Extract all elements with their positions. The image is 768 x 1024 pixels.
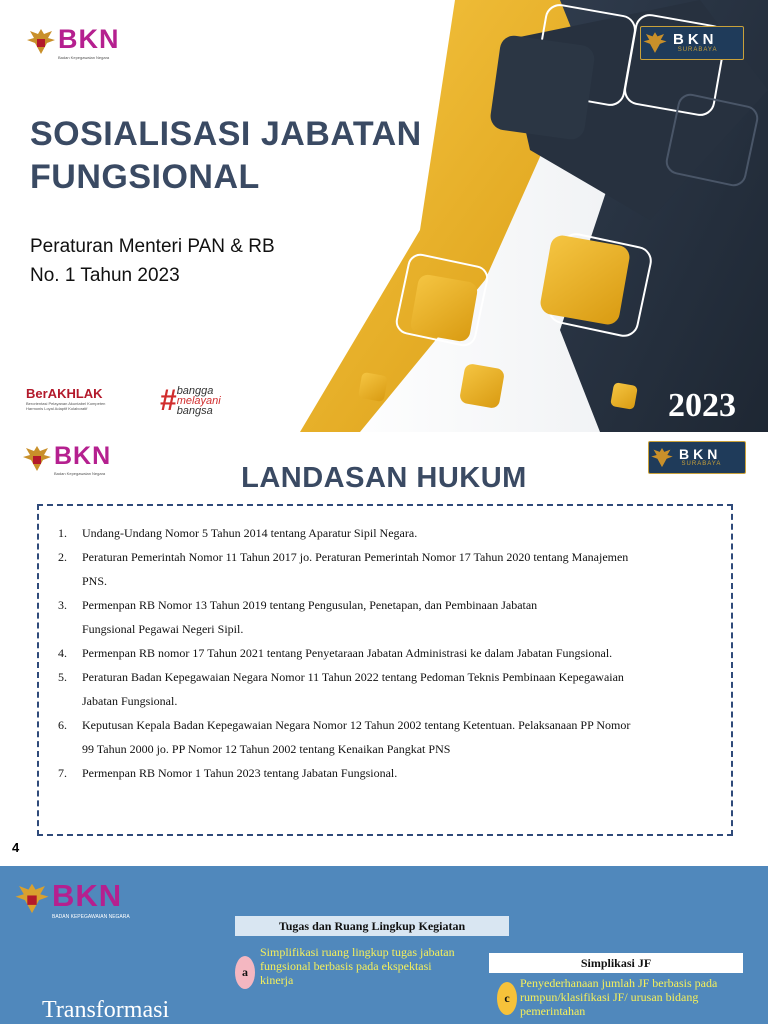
subtitle-line: Peraturan Menteri PAN & RB: [30, 236, 275, 257]
bangga-melayani-logo: [160, 386, 221, 416]
list-item: [58, 665, 708, 713]
section-title: LANDASAN HUKUM: [241, 462, 527, 494]
bkn-logo: [12, 878, 130, 920]
list-number: 3.: [58, 598, 67, 612]
list-text: Peraturan Pemerintah Nomor 11 Tahun 2017 jo. Peraturan Pemerintah Nomor 17 Tahun 2020 tentang Manajemen PNS.: [82, 550, 629, 588]
bkn-subtitle: Badan Kepegawaian Negara: [58, 55, 110, 60]
subtitle-line: No. 1 Tahun 2023: [30, 265, 180, 286]
garuda-emblem-icon: [12, 880, 52, 918]
berakhlak-label: BerAKHLAK: [26, 386, 103, 401]
bkn-wordmark: BKN: [52, 878, 123, 913]
berakhlak-logo: [26, 386, 116, 411]
list-text: Peraturan Badan Kepegawaian Negara Nomor 11 Tahun 2022 tentang Pedoman Teknis Pembinaan Kepegawaian Jabatan Fungsional.: [82, 670, 624, 708]
bangga-line: bangsa: [176, 405, 213, 417]
legal-basis-list: [58, 521, 708, 785]
bangga-line: bangga: [176, 385, 214, 397]
badge-text: BKN: [679, 446, 722, 462]
list-text: Permenpan RB Nomor 1 Tahun 2023 tentang Jabatan Fungsional.: [82, 766, 398, 780]
list-text: Permenpan RB Nomor 13 Tahun 2019 tentang Pengusulan, Penetapan, dan Pembinaan Jabatan Fungsional Pegawai Negeri Sipil.: [82, 598, 538, 636]
list-item: [58, 545, 708, 593]
item-c-text: Penyederhanaan jumlah JF berbasis pada rumpun/klasifikasi JF/ urusan bidang pemerintahan: [520, 976, 718, 1018]
badge-subtext: SURABAYA: [677, 46, 718, 53]
list-text: Permenpan RB nomor 17 Tahun 2021 tentang Penyetaraan Jabatan Administrasi ke dalam Jabatan Fungsional.: [82, 646, 613, 660]
badge-subtext: SURABAYA: [681, 461, 722, 467]
navy-square-shape: [489, 34, 596, 141]
bkn-wordmark: BKN: [54, 442, 112, 470]
slide-cover: [0, 0, 768, 432]
bangga-words: [177, 386, 221, 416]
list-number: 2.: [58, 550, 67, 564]
list-item: [58, 641, 708, 665]
section-header-tugas: Tugas dan Ruang Lingkup Kegiatan: [235, 916, 509, 936]
list-item: [58, 761, 708, 785]
page-subtitle: [30, 232, 460, 290]
bangga-line: melayani: [176, 395, 221, 407]
list-text: Keputusan Kepala Badan Kepegawaian Negara Nomor 12 Tahun 2002 tentang Ketentuan. Pelaksanaan PP Nomor 99 Tahun 2000 jo. PP Nomor 12 Tahun 2002 tentang Kenaikan Pangkat PNS: [82, 718, 631, 756]
section-header-simplikasi: Simplikasi JF: [489, 953, 743, 973]
bkn-logo: [24, 24, 120, 60]
list-item: [58, 593, 708, 641]
list-item: [58, 713, 708, 761]
cover-decoration: [0, 0, 768, 432]
list-item: [58, 521, 708, 545]
slide-transformasi: [0, 866, 768, 1024]
list-number: 7.: [58, 766, 67, 780]
bkn-subtitle: BADAN KEPEGAWAIAN NEGARA: [52, 914, 130, 920]
gold-square-shape: [358, 372, 388, 402]
bkn-wordmark: BKN: [58, 24, 120, 54]
bkn-subtitle: Badan Kepegawaian Negara: [54, 471, 106, 476]
page-title: SOSIALISASI JABATAN FUNGSIONAL: [30, 115, 422, 196]
list-number: 5.: [58, 670, 67, 684]
hashtag-icon: #: [160, 384, 177, 417]
bkn-surabaya-badge: [640, 26, 744, 60]
slide-landasan-hukum: [0, 432, 768, 866]
list-number: 4.: [58, 646, 67, 660]
badge-text: BKN: [673, 30, 718, 48]
gold-square-shape: [539, 234, 632, 327]
gold-square-shape: [610, 382, 638, 410]
garuda-emblem-icon: [24, 26, 58, 58]
list-number: 1.: [58, 526, 67, 540]
list-number: 6.: [58, 718, 67, 732]
gold-square-shape: [459, 363, 505, 409]
page-number: 4: [12, 840, 20, 855]
item-c-marker: c: [497, 982, 517, 1015]
list-text: Undang-Undang Nomor 5 Tahun 2014 tentang Aparatur Sipil Negara.: [82, 526, 418, 540]
item-a-text: Simplifikasi ruang lingkup tugas jabatan fungsional berbasis pada ekspektasi kinerja: [260, 945, 455, 987]
berakhlak-tagline: Berorientasi Pelayanan Akuntabel Kompeten Harmonis Loyal Adaptif Kolaboratif: [26, 401, 106, 411]
item-a-marker: a: [235, 956, 255, 989]
garuda-emblem-icon: [641, 29, 669, 57]
year-label: 2023: [668, 387, 736, 424]
transformasi-heading: Transformasi: [42, 997, 170, 1023]
